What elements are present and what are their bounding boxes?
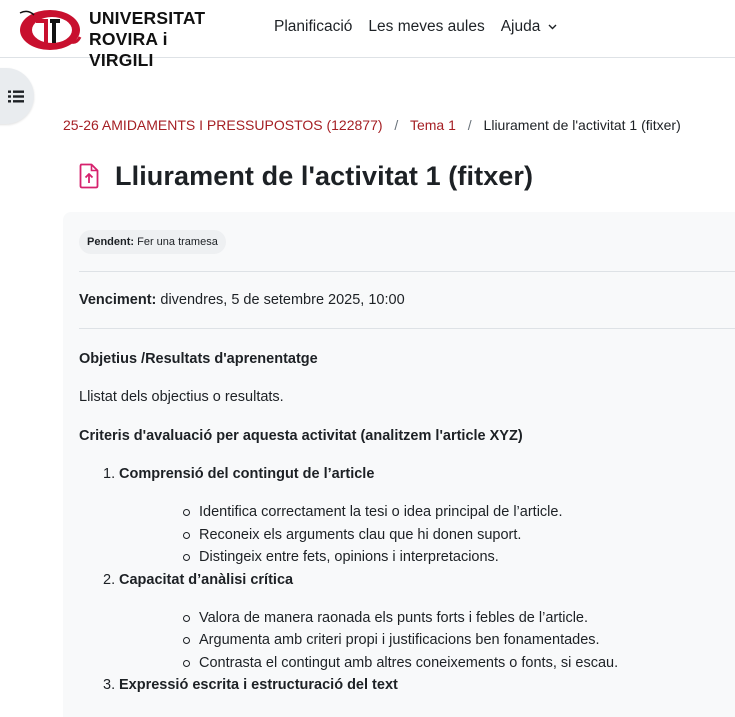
circle-bullet-icon [183,615,190,622]
nav-ajuda-label: Ajuda [500,18,541,35]
assignment-file-upload-icon [79,163,99,189]
primary-navigation [274,18,573,36]
circle-bullet-icon [183,637,190,644]
breadcrumb-separator: / [394,117,399,133]
criteria-point-text: Argumenta amb criteri propi i justificacions ben fonamentades. [199,632,600,648]
page-header [79,158,533,194]
page-title: Lliurament de l'activitat 1 (fitxer) [115,160,534,191]
criteria-item [79,569,735,675]
university-seal-icon [14,5,84,53]
top-navbar [0,0,735,70]
list-item [119,607,735,630]
list-item [119,501,735,524]
breadcrumb-course-link[interactable]: 25-26 AMIDAMENTS I PRESSUPOSTOS (122877) [63,117,383,133]
circle-bullet-icon [183,532,190,539]
criteria-point-text: Contrasta el contingut amb altres coneixements o fonts, si escau. [199,654,619,671]
criteria-points [119,501,735,569]
activity-description [79,348,735,696]
divider [79,328,735,329]
university-name-line2: ROVIRA i VIRGILI [89,29,168,70]
list-icon [8,90,24,103]
criteria-heading: Criteris d'avaluació per aquesta activitat (analitzem l'article XYZ) [79,428,523,444]
criteria-point-text: Valora de manera raonada els punts forts i febles de l’article. [199,609,589,626]
divider [79,271,735,272]
criteria-number: 2. [103,571,116,588]
status-label: Pendent: [87,236,135,248]
nav-ajuda[interactable] [501,18,557,36]
university-logo[interactable] [14,5,236,70]
due-date-label: Venciment: [79,292,157,308]
breadcrumb-current: Lliurament de l'activitat 1 (fitxer) [483,117,681,133]
due-date-value: divendres, 5 de setembre 2025, 10:00 [160,292,405,308]
activity-card [63,212,735,717]
circle-bullet-icon [183,554,190,561]
criteria-item [79,463,735,569]
course-index-toggle-button[interactable] [0,68,34,124]
criteria-number: 3. [103,677,116,693]
university-name-line1: UNIVERSITAT [89,8,206,28]
chevron-down-icon [548,24,557,30]
criteria-number: 1. [103,466,116,482]
objectives-heading: Objetius /Resultats d'aprenentatge [79,351,318,367]
list-item [119,546,735,569]
breadcrumb-separator: / [467,117,472,133]
status-badge [79,230,226,254]
criteria-list [79,463,735,696]
status-text: Fer una tramesa [137,236,218,248]
list-item [119,629,735,652]
criteria-point-text: Identifica correctament la tesi o idea principal de l’article. [199,504,563,520]
circle-bullet-icon [183,509,190,516]
due-date [79,292,405,308]
list-item [119,524,735,547]
breadcrumb [63,117,681,133]
criteria-item [79,674,735,696]
objectives-text: Llistat dels objectius o resultats. [79,389,284,405]
list-item [119,652,735,675]
criteria-point-text: Reconeix els arguments clau que hi donen suport. [199,526,522,543]
university-name [89,8,236,71]
criteria-title: Comprensió del contingut de l’article [119,466,375,482]
criteria-title: Capacitat d’anàlisi crítica [119,571,294,588]
nav-les-meves-aules[interactable]: Les meves aules [368,18,485,35]
criteria-title: Expressió escrita i estructuració del text [119,677,398,693]
criteria-point-text: Distingeix entre fets, opinions i interpretacions. [199,549,499,565]
breadcrumb-section-link[interactable]: Tema 1 [409,117,456,133]
nav-planificacio[interactable]: Planificació [274,18,353,35]
circle-bullet-icon [183,660,190,667]
criteria-points [119,607,735,675]
